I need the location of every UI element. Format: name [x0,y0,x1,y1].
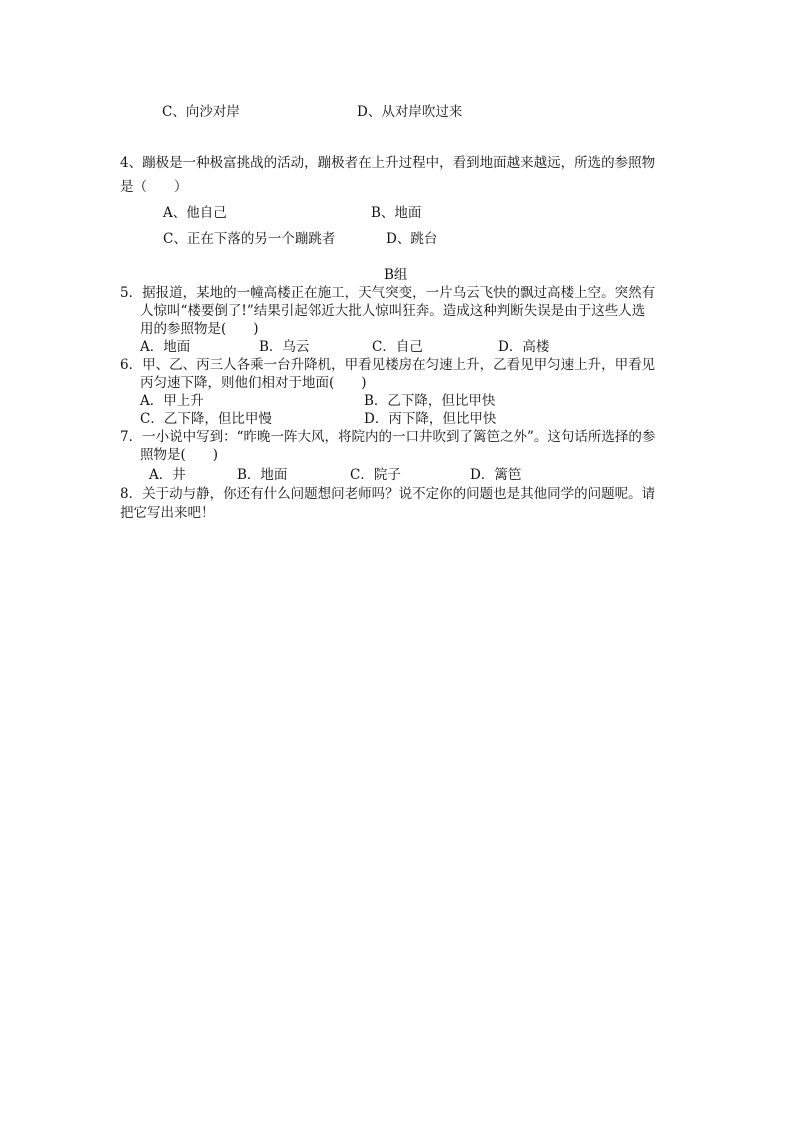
q6-stem-line1: 6．甲、乙、丙三人各乘一台升降机，甲看见楼房在匀速上升，乙看见甲匀速上升，甲看见 [120,357,656,373]
q5-option-c: C．自己 [372,339,423,355]
q6-option-a: A．甲上升 [140,393,204,409]
q7-stem-line2: 照物是( ) [140,447,219,463]
q5-option-a: A．地面 [140,339,191,355]
q4-stem-line1: 4、蹦极是一种极富挑战的活动，蹦极者在上升过程中，看到地面越来越远，所选的参照物 [120,155,656,171]
section-b-title: B组 [384,267,408,283]
q7-stem-line1: 7．一小说中写到：“昨晚一阵大风，将院内的一口井吹到了篱笆之外”。这句话所选择的参 [120,429,656,445]
q6-option-c: C．乙下降，但比甲慢 [140,411,272,427]
q3-option-d: D、从对岸吹过来 [357,104,463,120]
q6-stem-line2: 丙匀速下降，则他们相对于地面( ) [140,375,367,391]
q3-option-c: C、向沙对岸 [162,104,240,120]
q7-option-d: D．篱笆 [470,467,522,483]
q6-option-d: D．丙下降，但比甲快 [364,411,497,427]
q6-option-b: B．乙下降，但比甲快 [364,393,496,409]
q5-option-b: B．乌云 [259,339,310,355]
q8-stem-line2: 把它写出来吧！ [120,505,215,521]
q4-stem-line2: 是（ ） [120,179,188,195]
q7-option-a: A．井 [149,467,186,483]
q4-option-b: B、地面 [371,205,422,221]
q4-option-c: C、正在下落的另一个蹦跳者 [163,231,336,247]
q5-option-d: D．高楼 [498,339,550,355]
q5-stem-line2: 人惊叫“楼要倒了!”结果引起邻近大批人惊叫狂奔。造成这种判断失误是由于这些人选 [140,303,646,319]
q5-stem-line3: 用的参照物是( ) [140,321,259,337]
q8-stem-line1: 8．关于动与静，你还有什么问题想问老师吗？说不定你的问题也是其他同学的问题呢。请 [120,486,656,502]
q4-option-a: A、他自己 [163,205,227,221]
q4-option-d: D、跳台 [386,231,438,247]
q5-stem-line1: 5．据报道，某地的一幢高楼正在施工，天气突变，一片乌云飞快的飘过高楼上空。突然有 [120,285,656,301]
q7-option-b: B．地面 [237,467,288,483]
q7-option-c: C．院子 [350,467,401,483]
